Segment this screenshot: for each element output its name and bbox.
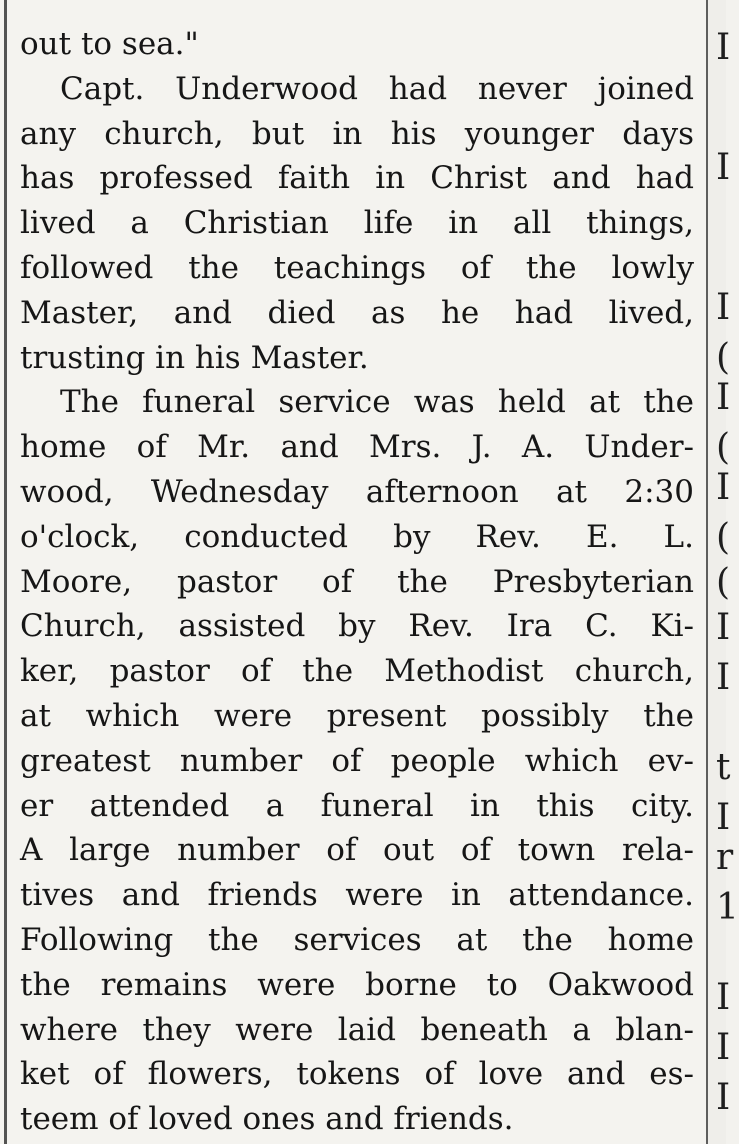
- left-column-rule: [4, 0, 7, 1144]
- text-line: o'clock, conducted by Rev. E. L.: [20, 518, 694, 555]
- adjacent-column-fragment: I: [716, 657, 731, 698]
- text-line: has professed faith in Christ and had: [20, 160, 694, 197]
- text-line: followed the teachings of the lowly: [20, 249, 694, 286]
- adjacent-column-fragment: I: [716, 1077, 731, 1118]
- adjacent-column-fragment: 1: [716, 887, 739, 928]
- adjacent-column-fragment: I: [716, 977, 731, 1018]
- text-line: lived a Christian life in all things,: [20, 205, 694, 242]
- text-line: ker, pastor of the Methodist church,: [20, 653, 694, 690]
- text-line: tives and friends were in attendance.: [20, 877, 694, 914]
- text-line: out to sea.": [20, 26, 199, 62]
- adjacent-column-fragment: I: [716, 607, 731, 648]
- article-column: [20, 22, 694, 1142]
- text-line: ket of flowers, tokens of love and es-: [20, 1056, 694, 1093]
- text-line: er attended a funeral in this city.: [20, 787, 694, 824]
- adjacent-column-fragment: I: [716, 147, 731, 188]
- adjacent-column-fragment: I: [716, 377, 731, 418]
- adjacent-column-fragment: I: [716, 1027, 731, 1068]
- adjacent-column-fragment: I: [716, 27, 731, 68]
- text-line: home of Mr. and Mrs. J. A. Under-: [20, 429, 694, 466]
- text-line: Moore, pastor of the Presbyterian: [20, 563, 694, 600]
- text-line: at which were present possibly the: [20, 697, 694, 734]
- adjacent-column-fragment: t: [716, 747, 731, 788]
- text-line: A large number of out of town rela-: [20, 832, 694, 869]
- adjacent-column-fragment: I: [716, 467, 731, 508]
- text-line: Capt. Underwood had never joined: [60, 70, 694, 107]
- text-line: teem of loved ones and friends.: [20, 1101, 514, 1138]
- adjacent-column-fragment: (: [716, 517, 731, 558]
- adjacent-column-fragment: (: [716, 427, 731, 468]
- adjacent-column-fragment: I: [716, 287, 731, 328]
- text-line: The funeral service was held at the: [60, 384, 694, 421]
- adjacent-column-fragment: (: [716, 337, 731, 378]
- text-line: the remains were borne to Oakwood: [20, 966, 694, 1003]
- adjacent-column-fragment: (: [716, 562, 731, 603]
- text-line: wood, Wednesday afternoon at 2:30: [20, 473, 694, 510]
- text-line: trusting in his Master.: [20, 339, 369, 376]
- adjacent-column-fragment: r: [716, 837, 734, 878]
- text-line: Church, assisted by Rev. Ira C. Ki-: [20, 608, 694, 645]
- text-line: any church, but in his younger days: [20, 115, 694, 152]
- adjacent-column-fragment: I: [716, 797, 731, 838]
- text-line: Following the services at the home: [20, 921, 694, 958]
- text-line: greatest number of people which ev-: [20, 742, 694, 779]
- text-line: where they were laid beneath a blan-: [20, 1011, 694, 1048]
- text-line: Master, and died as he had lived,: [20, 294, 694, 331]
